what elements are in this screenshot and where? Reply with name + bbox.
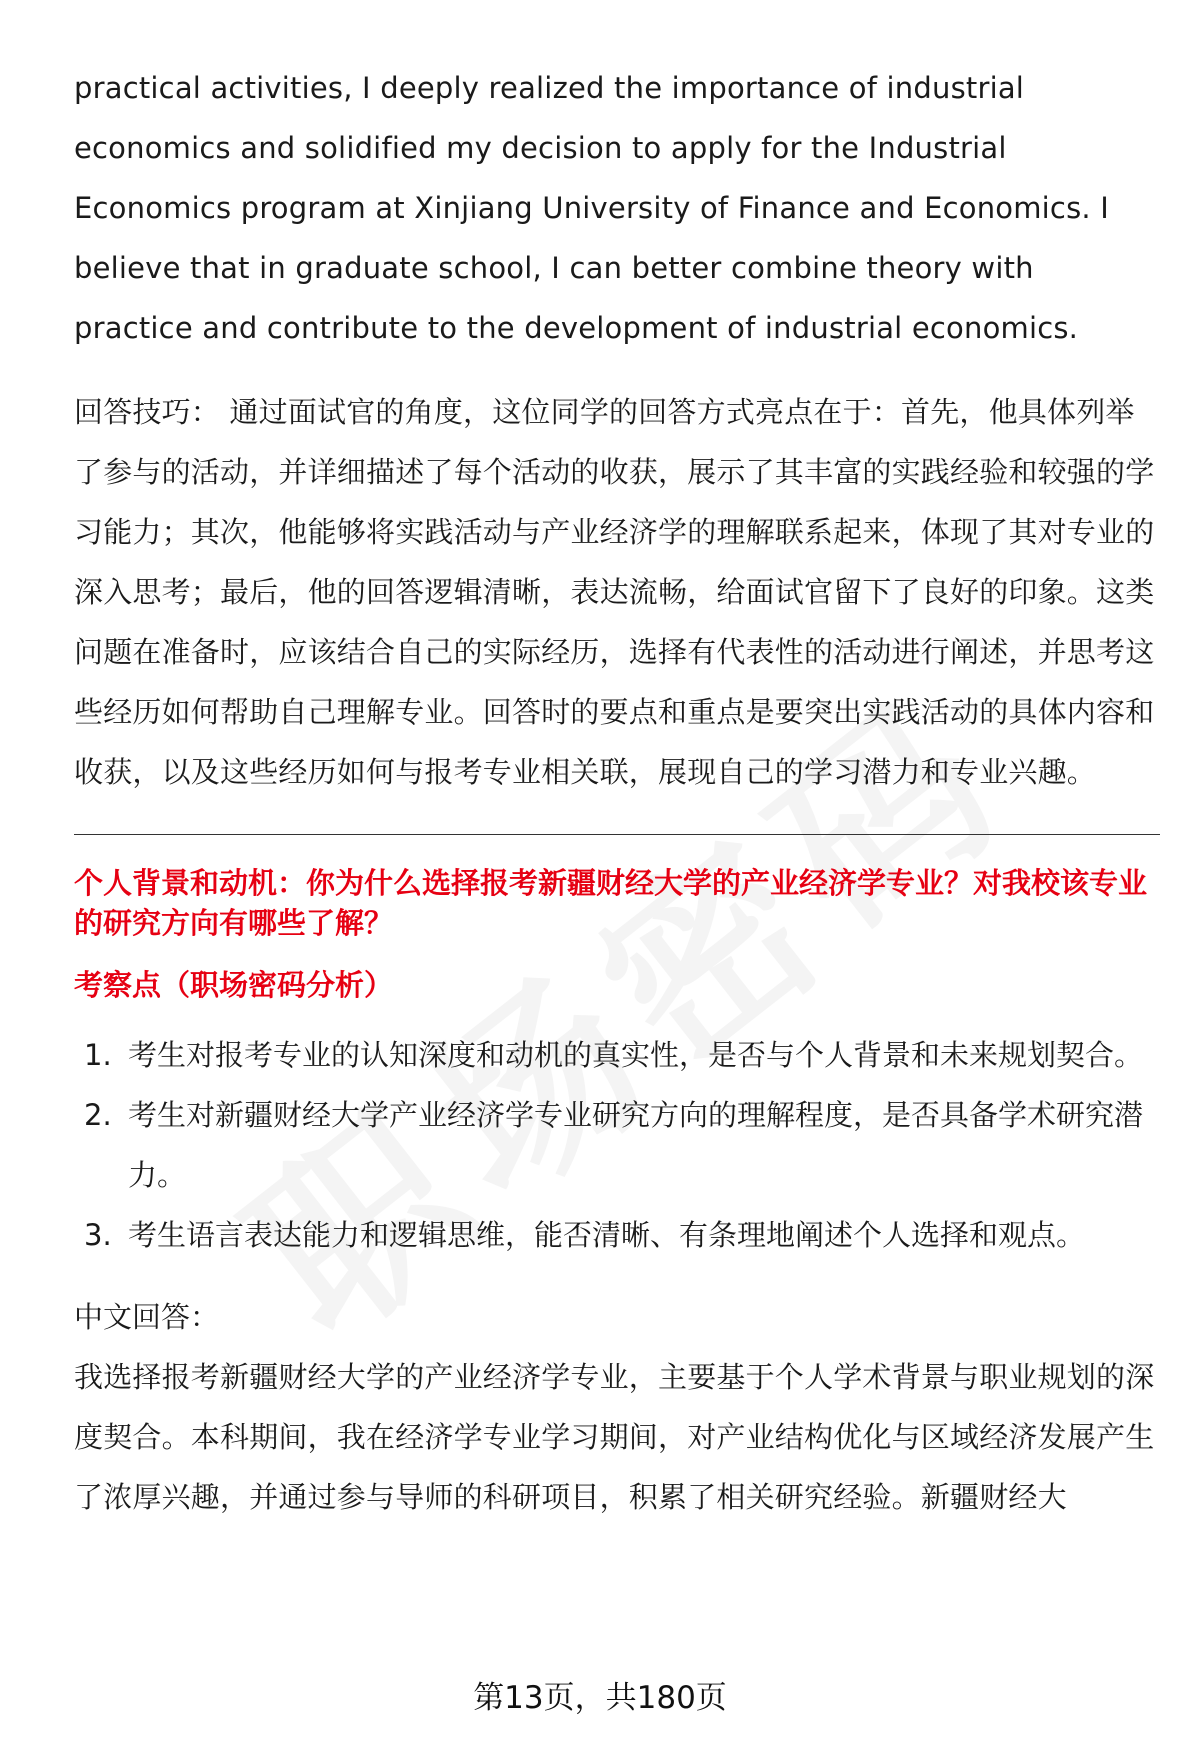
list-item [74,1205,1160,1265]
analysis-list [74,1025,1160,1265]
answer-paragraph: 我选择报考新疆财经大学的产业经济学专业，主要基于个人学术背景与职业规划的深度契合。本科期间，我在经济学专业学习期间，对产业结构优化与区域经济发展产生了浓厚兴趣，并通过参与导师的科研项目，积累了相关研究经验。新疆财经大 [74,1360,1155,1514]
list-item-number: 1. [84,1038,112,1072]
question-heading: 个人背景和动机：你为什么选择报考新疆财经大学的产业经济学专业？对我校该专业的研究方向有哪些了解？ [74,866,1148,940]
list-item [74,1085,1160,1205]
list-item-text: 考生对新疆财经大学产业经济学专业研究方向的理解程度，是否具备学术研究潜力。 [128,1098,1144,1192]
analysis-heading: 考察点（职场密码分析） [74,968,394,1002]
section-divider [74,834,1160,835]
list-item-number: 2. [84,1098,112,1132]
list-item-number: 3. [84,1218,112,1252]
english-paragraph: practical activities, I deeply realized the importance of industrial economics and solidified my decision to apply for the Industrial Economics program at Xinjiang University of Finance and Economics. I believe that in graduate school, I can better combine theory with practice and contribute to the development of industrial economics. [74,71,1109,345]
list-item [74,1025,1160,1085]
list-item-text: 考生对报考专业的认知深度和动机的真实性，是否与个人背景和未来规划契合。 [128,1038,1144,1072]
page-number-footer: 第13页，共180页 [473,1680,727,1716]
answer-label: 中文回答： [74,1300,220,1334]
answer-tip-paragraph: 回答技巧： 通过面试官的角度，这位同学的回答方式亮点在于：首先，他具体列举了参与的活动，并详细描述了每个活动的收获，展示了其丰富的实践经验和较强的学习能力；其次，他能够将实践活动与产业经济学的理解联系起来，体现了其对专业的深入思考；最后，他的回答逻辑清晰，表达流畅，给面试官留下了良好的印象。这类问题在准备时，应该结合自己的实际经历，选择有代表性的活动进行阐述，并思考这些经历如何帮助自己理解专业。回答时的要点和重点是要突出实践活动的具体内容和收获，以及这些经历如何与报考专业相关联，展现自己的学习潜力和专业兴趣。 [74,395,1155,789]
list-item-text: 考生语言表达能力和逻辑思维，能否清晰、有条理地阐述个人选择和观点。 [128,1218,1086,1252]
document-page [74,58,1160,1527]
